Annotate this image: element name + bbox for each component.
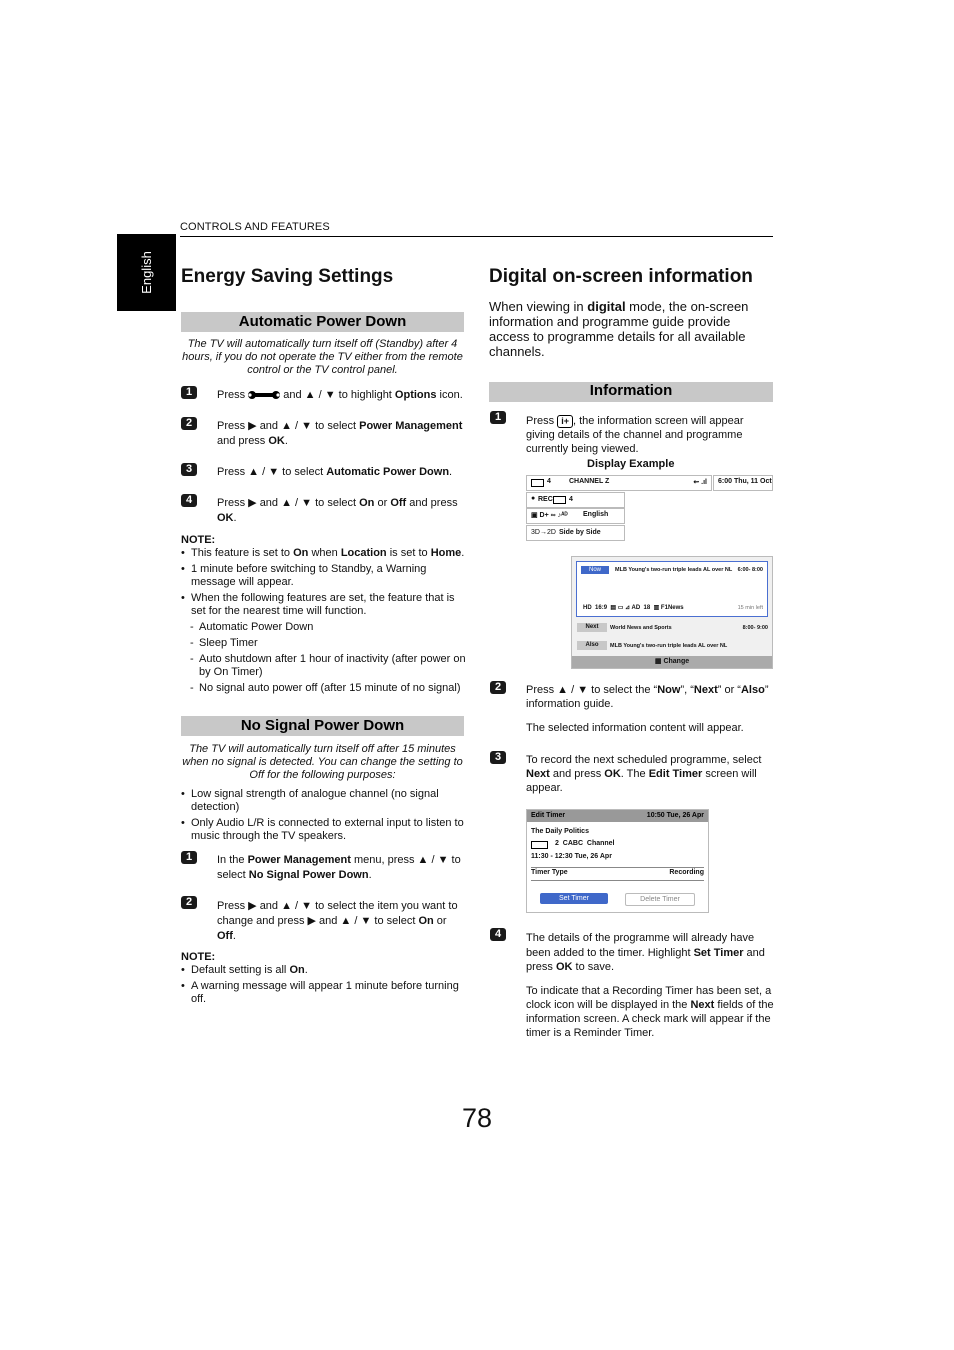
digital-intro	[489, 299, 774, 359]
genre-icon: F1	[660, 605, 668, 611]
text: Also	[740, 684, 765, 696]
text: Options	[394, 389, 437, 401]
text: when	[308, 547, 341, 559]
apd-step-1	[217, 388, 467, 403]
text: . The	[620, 768, 649, 780]
tv-icon	[531, 841, 548, 849]
text: .	[284, 435, 288, 447]
text: and press	[406, 497, 458, 509]
text: No Signal Power Down	[248, 869, 369, 881]
apd-heading: Automatic Power Down	[181, 312, 464, 332]
list-item	[181, 547, 466, 560]
edit-timer-header	[527, 810, 708, 822]
ratio-label: 16:9	[595, 605, 608, 611]
step-badge: 1	[181, 386, 197, 399]
text: .	[233, 512, 237, 524]
list-item: - Automatic Power Down	[181, 621, 466, 634]
nspd-heading: No Signal Power Down	[181, 716, 464, 736]
next-tag[interactable]: Next	[577, 623, 607, 632]
apd-intro: The TV will automatically turn itself off (Standby) after 4 hours, if you do not operate the TV either from the remote control or the TV control panel.	[182, 338, 463, 376]
display-example-label: Display Example	[587, 458, 675, 470]
signal-icon: ⇜ .ıl	[693, 479, 707, 486]
text: Power Management	[359, 420, 463, 432]
text: Next	[526, 768, 550, 780]
edit-timer-dialog	[526, 809, 709, 913]
channel-number: 4	[547, 478, 551, 485]
step-badge: 2	[490, 681, 506, 694]
info-step-3	[526, 753, 774, 795]
text: In the	[217, 854, 248, 866]
info-step-4	[526, 931, 774, 975]
step-badge: 1	[181, 851, 197, 864]
timer-type-label: Timer Type	[531, 869, 568, 876]
text: .	[232, 930, 236, 942]
text: To record the next scheduled programme, select	[526, 754, 762, 766]
text: , the information screen will appear giving details of the channel and programme currently being viewed.	[526, 415, 744, 455]
rec-number: 4	[569, 496, 573, 503]
tv-icon	[531, 479, 544, 487]
text: Now	[657, 684, 681, 696]
text: Home	[430, 547, 462, 559]
apd-step-3	[217, 465, 467, 480]
audio-icons: ▣ D+ ∞ ♪ᴬᴰ	[531, 512, 568, 519]
now-time: 6:00- 8:00	[737, 567, 763, 573]
header-rule	[180, 236, 773, 237]
text: .	[368, 869, 372, 881]
edit-timer-channel: 2 CABC Channel	[555, 840, 615, 847]
list-item: • A warning message will appear 1 minute before turning off.	[181, 980, 466, 1006]
hd-label: HD	[583, 605, 592, 611]
text: On	[289, 964, 305, 976]
ad-label: AD	[631, 605, 641, 611]
also-tag[interactable]: Also	[577, 641, 607, 650]
section-label: CONTROLS AND FEATURES	[180, 221, 330, 233]
text: OK	[268, 435, 285, 447]
list-item: • 1 minute before switching to Standby, a Warning message will appear.	[181, 563, 466, 589]
text: .	[304, 964, 308, 976]
edit-timer-title: Edit Timer	[531, 812, 566, 819]
next-title: World News and Sports	[610, 625, 672, 631]
audio-language: English	[583, 511, 609, 518]
text: mode, the on-screen information and programme guide provide access to programme details for all available channels.	[489, 299, 749, 359]
text: to save.	[572, 961, 615, 973]
energy-saving-title: Energy Saving Settings	[181, 266, 394, 287]
text: To indicate that a Recording Timer has been set, a clock icon will be displayed in the	[526, 985, 772, 1011]
next-time: 8:00- 9:00	[742, 625, 768, 631]
text: .	[461, 547, 465, 559]
channel-name: CHANNEL Z	[569, 478, 610, 485]
information-heading: Information	[489, 382, 773, 402]
text: Press ▶ and ▲ / ▼ to select	[217, 497, 360, 509]
text: Next	[693, 684, 718, 696]
nspd-intro: The TV will automatically turn itself off after 15 minutes when no signal is detected. You can change the setting to Off for the following purposes:	[182, 743, 463, 781]
step-badge: 4	[490, 928, 506, 941]
info-step-4-note	[526, 984, 774, 1040]
list-item	[181, 964, 466, 977]
also-title: MLB Young's two-run triple leads AL over NL	[610, 643, 728, 649]
clock-text: 6:00 Thu, 11 Oct	[718, 478, 772, 485]
timer-type-value[interactable]: Recording	[669, 869, 704, 876]
step-badge: 1	[490, 411, 506, 424]
now-info-row	[583, 604, 684, 611]
text: Set Timer	[693, 946, 744, 959]
nspd-step-2	[217, 899, 467, 944]
rec-bar	[526, 492, 625, 508]
edit-timer-slot: 11:30 - 12:30 Tue, 26 Apr	[531, 853, 612, 860]
text: Automatic Power Down	[326, 466, 450, 478]
genre-label: News	[667, 605, 684, 611]
language-tab	[117, 234, 176, 311]
wrench-icon	[248, 389, 280, 401]
time-left: 15 min left	[737, 605, 763, 611]
digital-info-title: Digital on-screen information	[489, 266, 753, 287]
apd-step-4	[217, 496, 467, 526]
list-item: • When the following features are set, the feature that is set for the nearest time will function.	[181, 592, 466, 618]
edit-timer-clock: 10:50 Tue, 26 Apr	[646, 812, 704, 819]
text: Press ▶ and ▲ / ▼ to select the item you want to change and press ▶ and ▲ / ▼ to select	[217, 900, 458, 927]
audio-bar	[526, 508, 625, 524]
step-badge: 2	[181, 896, 197, 909]
text: Location	[340, 547, 387, 559]
step-badge: 3	[181, 463, 197, 476]
text: ”, “	[680, 684, 694, 696]
subtitle-icons: ▤ ▭ ⊿	[610, 605, 631, 611]
divider	[531, 880, 704, 881]
nspd-note-head: NOTE:	[181, 951, 216, 963]
text: and press	[217, 435, 269, 447]
nspd-notes	[181, 964, 466, 1009]
mode-3d-value: Side by Side	[559, 529, 601, 536]
apd-notes	[181, 547, 466, 621]
text: OK	[217, 512, 234, 524]
text: When viewing in	[489, 299, 588, 314]
now-box	[576, 561, 768, 617]
info-plus-icon: i+	[557, 415, 573, 428]
tv-icon	[553, 496, 566, 504]
text: OK	[555, 961, 573, 973]
3d-to-2d-icon: 3D→2D	[531, 529, 556, 536]
text: screen will appear.	[526, 768, 757, 794]
edit-timer-programme: The Daily Politics	[531, 828, 589, 835]
now-title: MLB Young's two-run triple leads AL over NL	[615, 567, 733, 573]
text: digital	[587, 299, 626, 314]
channel-bar	[526, 475, 712, 491]
text: On	[359, 497, 375, 509]
wide-icon: ▥	[653, 605, 660, 611]
text: Press ▲ / ▼ to select	[217, 466, 327, 478]
text: and press	[526, 946, 765, 973]
arrows-icon: ▦	[654, 658, 662, 665]
list-item: • Only Audio L/R is connected to external input to listen to music through the TV speakers.	[181, 817, 466, 843]
text: Off	[390, 497, 407, 509]
info-step-1	[526, 414, 773, 456]
language-tab-label: English	[139, 251, 154, 294]
text: On	[418, 915, 434, 927]
apd-note-head: NOTE:	[181, 534, 216, 546]
list-item: - No signal auto power off (after 15 minute of no signal)	[181, 682, 466, 695]
mode-3d-bar	[526, 525, 625, 541]
now-tag[interactable]: Now	[581, 566, 609, 574]
age-label: 18	[643, 605, 651, 611]
text: or	[374, 497, 391, 509]
text: Next	[690, 999, 715, 1011]
delete-timer-button[interactable]: Delete Timer	[625, 893, 695, 906]
text: or	[433, 915, 447, 927]
text: .	[449, 466, 453, 478]
rec-label: REC	[538, 496, 553, 503]
change-label: Change	[663, 658, 690, 665]
text: This feature is set to	[191, 547, 294, 559]
step-badge: 3	[490, 751, 506, 764]
rec-dot-icon: ●	[531, 495, 536, 502]
text: Press	[217, 389, 249, 401]
text: Edit Timer	[648, 768, 703, 780]
text: OK	[604, 768, 621, 780]
text: Press ▶ and ▲ / ▼ to select	[217, 420, 360, 432]
text: On	[293, 547, 309, 559]
text: icon.	[436, 389, 463, 401]
text: Press ▲ / ▼ to select the “	[526, 684, 658, 696]
apd-step-2	[217, 419, 467, 449]
text: menu, press ▲ / ▼ to select	[217, 854, 461, 881]
text: Default setting is all	[191, 964, 290, 976]
text: ” information guide.	[526, 684, 769, 710]
text: fields of the information screen. A check mark will appear if the timer is a Reminder Timer.	[526, 999, 774, 1039]
programme-guide-panel	[571, 556, 773, 669]
text: The details of the programme will already have been added to the timer. Highlight	[526, 932, 755, 959]
apd-feature-list	[181, 621, 466, 698]
text: Off	[217, 930, 233, 942]
nspd-step-1	[217, 853, 467, 883]
nspd-bullets	[181, 788, 466, 846]
list-item: - Sleep Timer	[181, 637, 466, 650]
info-step-2	[526, 683, 776, 711]
change-bar	[572, 656, 772, 668]
step-badge: 2	[181, 417, 197, 430]
list-item: - Auto shutdown after 1 hour of inactivity (after power on by On Timer)	[181, 653, 466, 679]
text: ” or “	[717, 684, 741, 696]
set-timer-button[interactable]: Set Timer	[540, 893, 608, 904]
text: and ▲ / ▼ to highlight	[283, 389, 395, 401]
text: Press	[526, 415, 558, 427]
text: is set to	[386, 547, 431, 559]
info-step-2-result: The selected information content will appear.	[526, 722, 744, 734]
step-badge: 4	[181, 494, 197, 507]
clock-bar	[713, 475, 773, 491]
divider	[531, 867, 704, 868]
text: Power Management	[247, 854, 351, 866]
list-item: • Low signal strength of analogue channel (no signal detection)	[181, 788, 466, 814]
page-number: 78	[461, 1103, 493, 1133]
text: and press	[549, 768, 605, 780]
